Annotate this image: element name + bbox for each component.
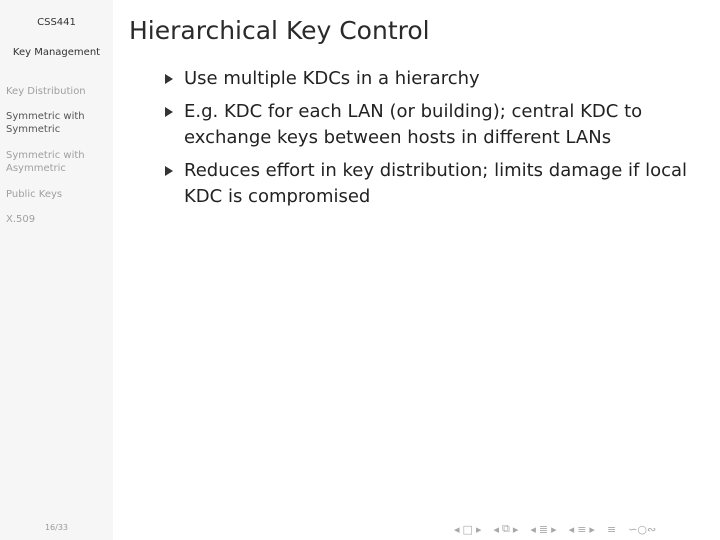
sidebar — [0, 0, 113, 540]
sidebar-item-x509[interactable]: X.509 — [6, 214, 36, 225]
arrow-left-icon[interactable]: ◂ — [454, 522, 460, 536]
bullet-text: Use multiple KDCs in a hierarchy — [184, 68, 480, 89]
align-icon[interactable]: ≡ — [606, 522, 617, 536]
page-number: 16/33 — [44, 523, 69, 532]
triangle-bullet-icon — [165, 107, 173, 117]
frame-icon[interactable]: □ — [462, 522, 473, 536]
search-icon[interactable]: ∽○∾ — [628, 522, 657, 536]
bullet-text: Reduces effort in key distribution; limits damage if local KDC is compromised — [184, 160, 688, 207]
bullet-item — [165, 66, 705, 92]
arrow-left-icon[interactable]: ◂ — [568, 522, 575, 536]
section-title: Key Management — [12, 47, 101, 58]
slide-title: Hierarchical Key Control — [129, 16, 430, 45]
sidebar-item-symmetric-with-asymmetric[interactable]: Symmetric with Asymmetric — [6, 150, 85, 174]
sidebar-item-symmetric-with-symmetric[interactable]: Symmetric with Symmetric — [6, 111, 85, 135]
triangle-bullet-icon — [165, 74, 173, 84]
bullet-item — [165, 158, 705, 210]
course-title: CSS441 — [37, 17, 76, 28]
bullet-list — [165, 66, 705, 217]
arrow-right-icon[interactable]: ▸ — [551, 522, 557, 536]
arrow-right-icon[interactable]: ▸ — [589, 522, 595, 536]
arrow-left-icon[interactable]: ◂ — [493, 522, 499, 536]
beamer-navigation-bar — [454, 521, 656, 537]
triangle-bullet-icon — [165, 166, 173, 176]
arrow-left-icon[interactable]: ◂ — [530, 522, 536, 536]
subsection-icon[interactable]: ⧉ — [502, 522, 510, 535]
bullet-item — [165, 99, 705, 151]
sidebar-item-public-keys[interactable]: Public Keys — [6, 189, 63, 200]
slide-icon[interactable]: ≡ — [577, 522, 587, 536]
section-icon[interactable]: ≣ — [538, 522, 549, 536]
arrow-right-icon[interactable]: ▸ — [512, 522, 519, 536]
arrow-right-icon[interactable]: ▸ — [475, 522, 482, 536]
bullet-text: E.g. KDC for each LAN (or building); central KDC to exchange keys between hosts in different LANs — [184, 101, 643, 148]
sidebar-item-key-distribution[interactable]: Key Distribution — [6, 86, 86, 97]
